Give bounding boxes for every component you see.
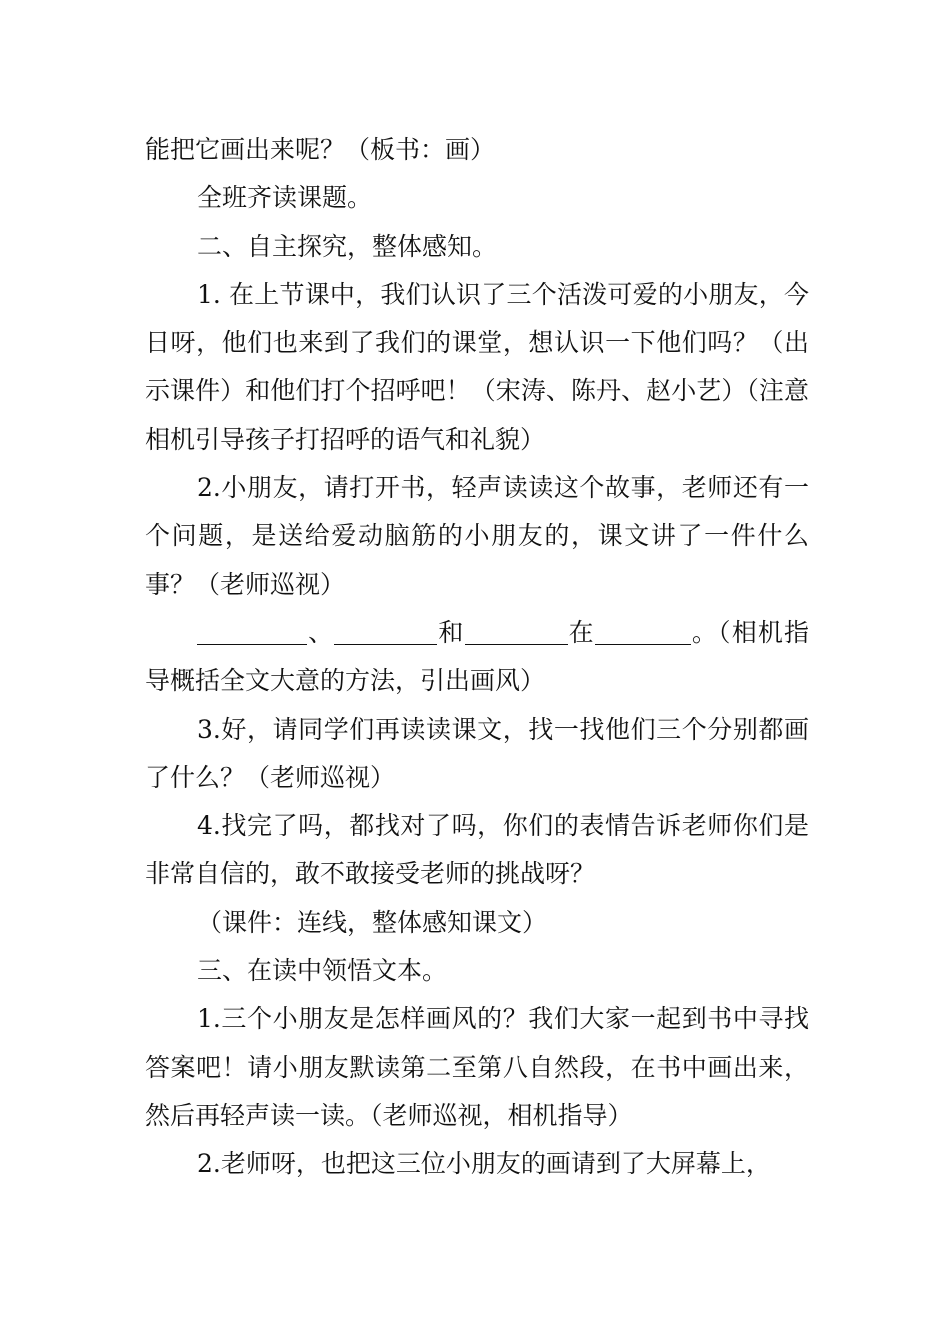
blank-line-4 [595, 614, 691, 645]
blank-line-3 [465, 614, 568, 645]
fill-in-separator-3: 在 [567, 617, 595, 647]
paragraph-step-2-1: 1. 在上节课中，我们认识了三个活泼可爱的小朋友，今日呀，他们也来到了我们的课堂，想认识一下他们吗？（出示课件）和他们打个招呼吧！（宋涛、陈丹、赵小艺）（注意相机引导孩子打招呼的语气和礼貌） [145, 279, 809, 454]
section-heading-3: 三、在读中领悟文本。 [197, 956, 448, 986]
paragraph-step-3-2: 2.老师呀，也把这三位小朋友的画请到了大屏幕上， [197, 1149, 771, 1179]
paragraph-continuation: 能把它画出来呢？（板书：画） [145, 135, 496, 164]
fill-in-separator-2: 和 [437, 617, 465, 647]
blank-line-1 [197, 614, 307, 645]
paragraph-step-2-3: 3.好，请同学们再读读课文，找一找他们三个分别都画了什么？（老师巡视） [145, 714, 809, 792]
document-body [145, 126, 809, 1189]
blank-line-2 [334, 614, 437, 645]
section-heading-2: 二、自主探究，整体感知。 [197, 231, 498, 261]
fill-in-tail: 。（相机指导概括全文大意的方法，引出画风） [145, 617, 809, 696]
fill-in-sentence [145, 609, 809, 706]
paragraph-step-3-1: 1.三个小朋友是怎样画风的？我们大家一起到书中寻找答案吧！请小朋友默读第二至第八自然段，在书中画出来，然后再轻声读一读。（老师巡视，相机指导） [145, 1004, 809, 1130]
paragraph-step-2-2: 2.小朋友，请打开书，轻声读读这个故事，老师还有一个问题，是送给爱动脑筋的小朋友的，课文讲了一件什么事？（老师巡视） [145, 473, 809, 599]
paragraph-step-2-4: 4.找完了吗，都找对了吗，你们的表情告诉老师你们是非常自信的，敢不敢接受老师的挑战呀？ [145, 811, 809, 889]
fill-in-separator-1: 、 [307, 617, 335, 647]
paragraph-read-title: 全班齐读课题。 [197, 183, 373, 213]
paragraph-courseware-note: （课件：连线，整体感知课文） [197, 907, 548, 937]
